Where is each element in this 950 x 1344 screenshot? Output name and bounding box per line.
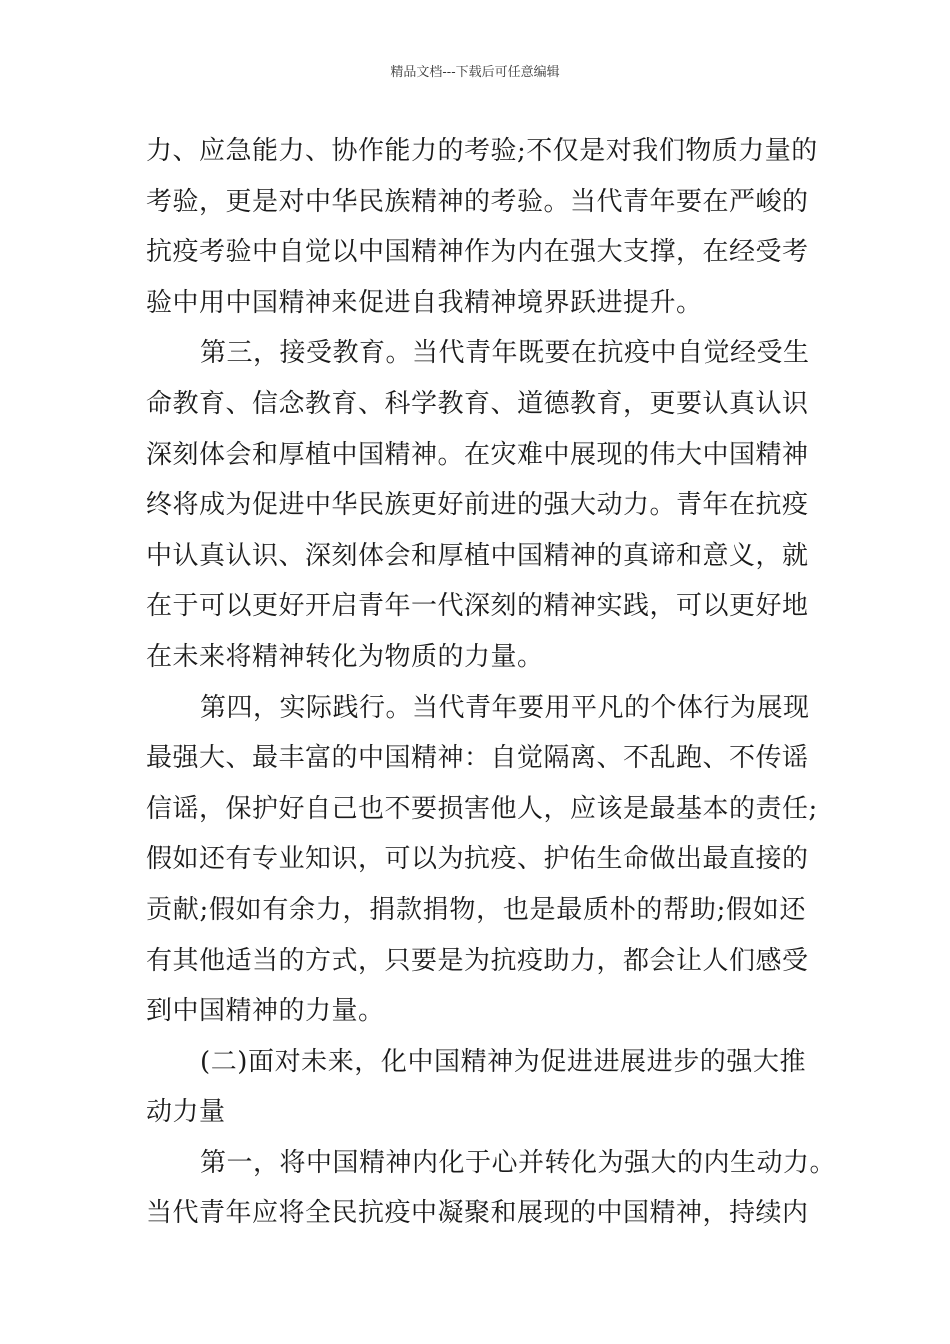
text-line: 深刻体会和厚植中国精神。在灾难中展现的伟大中国精神: [146, 439, 809, 470]
text-line: 在未来将精神转化为物质的力量。: [146, 641, 544, 672]
text-line: 终将成为促进中华民族更好前进的强大动力。青年在抗疫: [146, 490, 809, 521]
section-heading-line: 动力量: [146, 1097, 226, 1128]
text-line: 当代青年应将全民抗疫中凝聚和展现的中国精神，持续内: [146, 1198, 809, 1229]
paragraph-start-line: 第一，将中国精神内化于心并转化为强大的内生动力。: [200, 1147, 837, 1178]
text-line: 抗疫考验中自觉以中国精神作为内在强大支撑，在经受考: [146, 237, 809, 268]
text-line: 考验，更是对中华民族精神的考验。当代青年要在严峻的: [146, 186, 809, 217]
text-line: 最强大、最丰富的中国精神：自觉隔离、不乱跑、不传谣: [146, 743, 809, 774]
text-line: 有其他适当的方式，只要是为抗疫助力，都会让人们感受: [146, 945, 809, 976]
text-line: 力、应急能力、协作能力的考验;不仅是对我们物质力量的: [146, 136, 818, 166]
paragraph-start-line: 第四，实际践行。当代青年要用平凡的个体行为展现: [200, 692, 810, 723]
text-line: 在于可以更好开启青年一代深刻的精神实践，可以更好地: [146, 591, 809, 622]
text-line: 验中用中国精神来促进自我精神境界跃进提升。: [146, 287, 703, 318]
page-header: 精品文档---下载后可任意编辑: [390, 65, 560, 80]
section-heading-line: (二)面对未来，化中国精神为促进进展进步的强大推: [200, 1046, 806, 1077]
paragraph-start-line: 第三，接受教育。当代青年既要在抗疫中自觉经受生: [200, 338, 810, 369]
document-body: [146, 126, 837, 1239]
text-line: 到中国精神的力量。: [146, 996, 385, 1027]
text-line: 贡献;假如有余力，捐款捐物，也是最质朴的帮助;假如还: [146, 894, 806, 925]
text-line: 中认真认识、深刻体会和厚植中国精神的真谛和意义，就: [146, 540, 809, 571]
text-line: 信谣，保护好自己也不要损害他人，应该是最基本的责任;: [146, 793, 818, 824]
text-line: 假如还有专业知识，可以为抗疫、护佑生命做出最直接的: [146, 844, 809, 875]
text-line: 命教育、信念教育、科学教育、道德教育，更要认真认识: [146, 388, 809, 419]
